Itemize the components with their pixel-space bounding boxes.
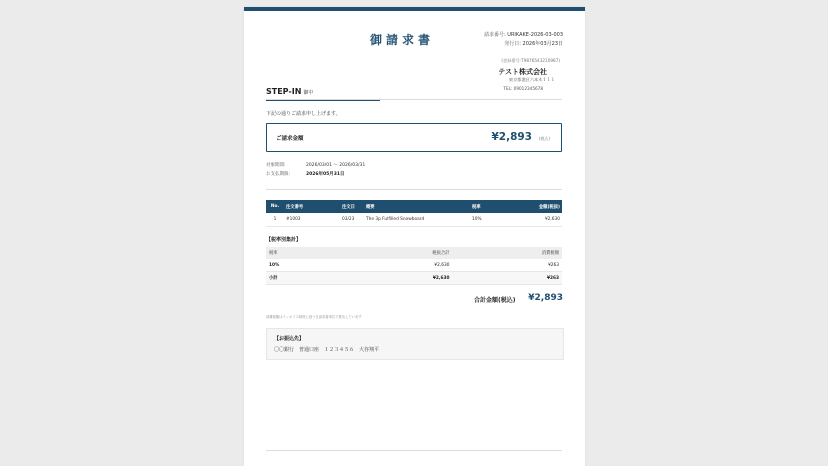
payment-due bbox=[266, 171, 345, 177]
bank-title: 【お振込先】 bbox=[274, 336, 305, 342]
col-amount: 金額(税抜) bbox=[514, 200, 562, 213]
col-no: No. bbox=[266, 200, 284, 213]
target-period-label: 対象期間: bbox=[266, 163, 286, 168]
invoice-number bbox=[484, 31, 563, 38]
customer-honorific: 御中 bbox=[303, 90, 314, 96]
payment-due-label: お支払期限: bbox=[266, 172, 291, 177]
bank-transfer-box bbox=[266, 328, 564, 360]
col-consumption-tax: 消費税額 bbox=[452, 247, 562, 259]
customer-name: STEP-IN bbox=[266, 87, 302, 96]
items-header-row bbox=[266, 200, 562, 213]
issue-date-label: 発行日: bbox=[504, 41, 521, 47]
cell-tax-rate: 10% bbox=[470, 213, 514, 227]
invoice-number-label: 請求番号: bbox=[484, 32, 506, 38]
table-row bbox=[266, 259, 562, 272]
tax-calculation-note: 消費税額はインボイス制度に基づき請求書単位で算出しています bbox=[266, 315, 362, 319]
tax-included-note: (税込) bbox=[538, 136, 550, 141]
grand-total-label: 合計金額(税込) bbox=[474, 297, 516, 304]
issuer-address: 東京都港区六本木１１１ bbox=[508, 77, 555, 82]
tax-summary-table bbox=[266, 247, 562, 285]
col-order-number: 注文番号 bbox=[284, 200, 340, 213]
cell-consumption-tax: ¥263 bbox=[452, 272, 562, 285]
issue-date-value: 2026年03月23日 bbox=[522, 41, 563, 47]
cell-tax-rate: 10% bbox=[266, 259, 343, 272]
cell-amount: ¥2,630 bbox=[514, 213, 562, 227]
divider bbox=[266, 189, 562, 190]
cell-order-date: 03/23 bbox=[340, 213, 364, 227]
subtotal-row bbox=[266, 272, 562, 285]
cell-consumption-tax: ¥263 bbox=[452, 259, 562, 272]
cell-subtotal-ex-tax: ¥2,630 bbox=[343, 259, 453, 272]
divider bbox=[266, 99, 562, 100]
col-order-date: 注文日 bbox=[340, 200, 364, 213]
document-title: 御請求書 bbox=[370, 33, 435, 47]
cell-description: The 3p Fulfilled Snowboard bbox=[364, 213, 470, 227]
table-row bbox=[266, 213, 562, 227]
intro-text: 下記の通りご請求申し上げます。 bbox=[266, 111, 341, 117]
tax-summary-header-row bbox=[266, 247, 562, 259]
target-period-value: 2026/03/01 〜 2026/03/31 bbox=[306, 163, 366, 168]
col-tax-rate: 税率 bbox=[266, 247, 343, 259]
payment-due-value: 2026年05月31日 bbox=[306, 172, 345, 177]
issue-date bbox=[504, 40, 563, 47]
issuer-tel: TEL: 09012345678 bbox=[503, 86, 543, 91]
billing-amount-label: ご請求金額 bbox=[276, 136, 304, 142]
invoice-page bbox=[244, 7, 585, 466]
items-table bbox=[266, 200, 562, 227]
cell-no: 1 bbox=[266, 213, 284, 227]
tax-summary-title: 【税率別集計】 bbox=[266, 237, 302, 243]
col-subtotal-ex-tax: 税抜合計 bbox=[343, 247, 453, 259]
footer-divider bbox=[266, 450, 562, 451]
bank-detail: 〇〇銀行 普通口座 １２３４５６ 大谷翔平 bbox=[274, 347, 380, 353]
header-accent-bar bbox=[244, 7, 585, 11]
registration-number: (登録番号:T9876543210987) bbox=[501, 58, 560, 63]
billing-amount-box bbox=[266, 123, 562, 152]
cell-order-number: #1003 bbox=[284, 213, 340, 227]
cell-subtotal-label: 小計 bbox=[266, 272, 343, 285]
target-period bbox=[266, 162, 366, 168]
grand-total-value: ¥2,893 bbox=[528, 293, 563, 303]
cell-subtotal-ex-tax: ¥2,630 bbox=[343, 272, 453, 285]
col-description: 概要 bbox=[364, 200, 470, 213]
issuer-company: テスト株式会社 bbox=[498, 68, 547, 76]
col-tax-rate: 税率 bbox=[470, 200, 514, 213]
invoice-number-value: URIKAKE-2026-03-003 bbox=[507, 32, 563, 38]
customer-block bbox=[266, 79, 380, 101]
billing-amount-value: ¥2,893 bbox=[491, 131, 532, 143]
